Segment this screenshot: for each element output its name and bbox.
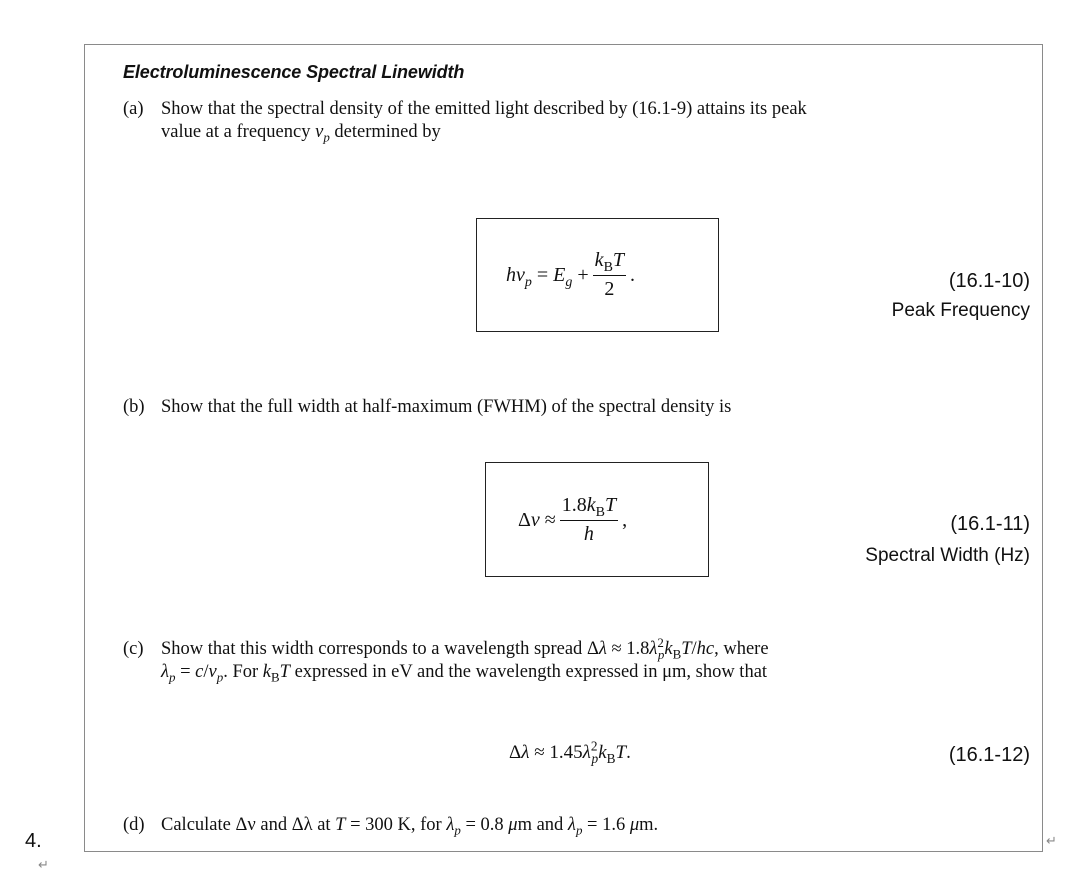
part-c-text2-mid: . For <box>223 662 263 682</box>
equation-caption-spectral-width: Spectral Width (Hz) <box>865 545 1030 566</box>
part-d-label: (d) <box>123 815 145 835</box>
lambda-p-definition: $\lambda_p = c/\nu_p$ <box>161 662 224 685</box>
problem-title: Electroluminescence Spectral Linewidth <box>123 62 465 82</box>
part-d-text-mid: , for <box>410 815 447 835</box>
nu-p-symbol: $\nu_p$ <box>315 122 330 145</box>
lambda-value-1: $\lambda_p = 0.8$ μm <box>446 815 532 838</box>
part-d-text-and: and <box>531 815 568 835</box>
equation-wavelength-spread: $\Delta\lambda \approx 1.45\lambda^2_pk_BT$. <box>509 738 631 766</box>
part-b-line1 <box>123 396 731 419</box>
part-c-text1-suffix: , where <box>714 639 769 659</box>
part-d-text-prefix: Calculate Δν and Δλ at <box>161 815 336 835</box>
lambda-value-2: $\lambda_p = 1.6$ μm <box>567 815 654 838</box>
part-c-text2-suffix: expressed in eV and the wavelength expressed in μm, show that <box>289 662 768 682</box>
problem-number: 4. <box>25 830 42 852</box>
part-d-text-end: . <box>653 815 659 835</box>
part-c-label: (c) <box>123 639 144 659</box>
equation-number-16-1-12: (16.1-12) <box>948 744 1030 766</box>
equation-number-16-1-11: (16.1-11) <box>950 513 1030 535</box>
kbt-symbol: $k_BT$ <box>262 662 290 685</box>
part-c-line2 <box>161 661 767 684</box>
part-b-text1: Show that the full width at half-maximum (FWHM) of the spectral density is <box>161 397 732 417</box>
part-a-label: (a) <box>123 99 144 119</box>
equation-caption-peak-frequency: Peak Frequency <box>891 300 1030 321</box>
part-a-text2-prefix: value at a frequency <box>161 122 316 142</box>
part-b-label: (b) <box>123 397 145 417</box>
part-c-line1 <box>123 634 769 662</box>
part-d-line1 <box>123 814 658 837</box>
part-a-text2-suffix: determined by <box>329 122 441 142</box>
part-a-line2 <box>161 121 441 144</box>
problem-frame <box>84 44 1043 852</box>
paragraph-mark-right: ↵ <box>1046 834 1057 849</box>
equation-peak-frequency: $h\nu_p = E_g$ + $\frac{k_BT}{2}$ . <box>506 249 636 300</box>
equation-spectral-width: Δν ≈ $\frac{1.8k_BT}{h}$ , <box>518 494 628 545</box>
paragraph-mark: ↵ <box>38 858 49 873</box>
part-a-line1 <box>123 98 807 121</box>
temperature-value: T = 300 K <box>335 815 411 835</box>
part-c-text1-prefix: Show that this width corresponds to a wavelength spread <box>161 639 587 659</box>
part-a-text1: Show that the spectral density of the emitted light described by (16.1-9) attains its peak <box>161 99 807 119</box>
equation-number-16-1-10: (16.1-10) <box>948 270 1030 292</box>
delta-lambda-expression: $\Delta\lambda \approx 1.8\lambda^2_pk_BT/hc$ <box>586 634 715 662</box>
